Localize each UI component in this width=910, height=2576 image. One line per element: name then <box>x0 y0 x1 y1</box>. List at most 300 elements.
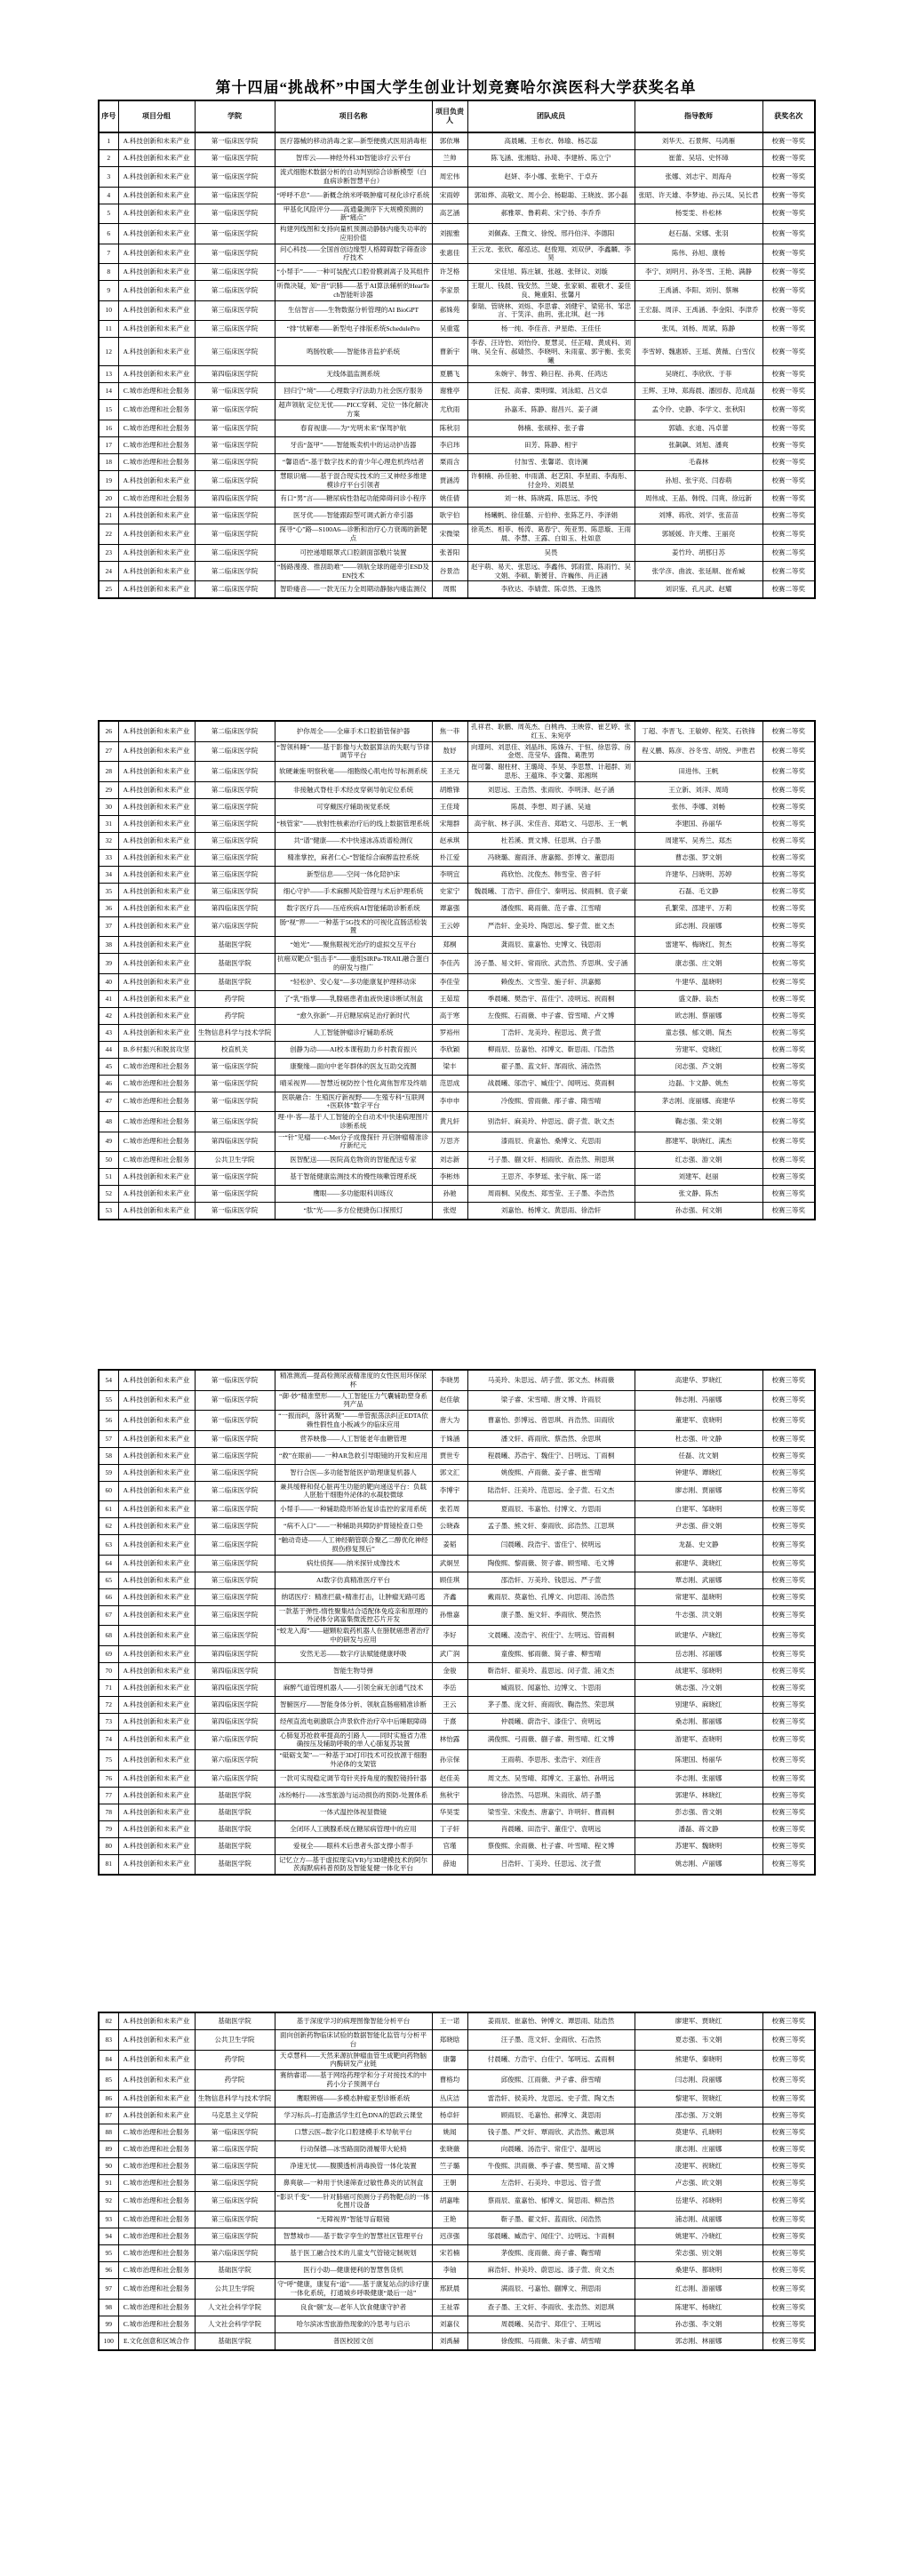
cell-project: 经颅直流电刺激联合声景软件治疗卒中后睡眠障碍 <box>275 1713 432 1730</box>
cell-group: A.科技创新和未来产业 <box>118 1481 195 1501</box>
cell-college: 生物信息科学与技术学院 <box>195 2090 275 2107</box>
cell-project: 甲基化风险评分——高通量测序下大规模预测的新“痛点” <box>275 204 432 224</box>
cell-members: 汪倪、高睿、栗明璨、刘泳暄、吕文卓 <box>467 383 635 400</box>
cell-college: 第一临床医学院 <box>195 244 275 264</box>
cell-leader: 于姝涵 <box>432 1430 467 1447</box>
table-row <box>99 1481 815 1501</box>
cell-project: 口慧云医--数字化口腔建模手术导航平台 <box>275 2124 432 2140</box>
cell-teachers: 李雪婷、魏惠娇、王瑶、黄薇、白雪仪 <box>635 338 762 366</box>
cell-members: 徐浩然、马思琪、朱雨欣、胡子墨 <box>467 1787 635 1804</box>
table-row <box>99 491 815 508</box>
cell-teachers: 邱志刚、段丽娜 <box>635 916 762 937</box>
cell-group: A.科技创新和未来产业 <box>118 1787 195 1804</box>
cell-members: 魏晨曦、丁浩宇、薛佳宁、秦明远、侯雨桐、袁子豪 <box>467 883 635 900</box>
cell-members: 王琨儿、钱晨、钱安然、兰婕、张家硕、霍敬才、姜佳良、鲍重阳、张馨月 <box>467 281 635 301</box>
cell-project: 鹰眼辨癌——多模态肿瘤亚型诊断系统 <box>275 2090 432 2107</box>
cell-project: 智聆瘘音——一款无压力全周期动静脉内瘘监测仪 <box>275 581 432 599</box>
cell-leader: 李彬炜 <box>432 1169 467 1186</box>
cell-members: 李春、汪诗怡、刘怡伶、夏慧灵、任芷晴、黄成科、刘响、吴全有、郝婧然、李晓明、朱雨童、郭宇衡、张奕曦 <box>467 338 635 366</box>
table-row <box>99 1024 815 1041</box>
cell-group: A.科技创新和未来产业 <box>118 1770 195 1787</box>
cell-award: 校赛三等奖 <box>762 1203 815 1220</box>
cell-members: 翟子墨、蓝文轩、郜雨欣、浦浩然 <box>467 1058 635 1075</box>
cell-award: 校赛一等奖 <box>762 150 815 167</box>
cell-award: 校赛三等奖 <box>762 2245 815 2262</box>
table-row <box>99 1555 815 1572</box>
table-row <box>99 1713 815 1730</box>
cell-teachers: 王辉、王坤、郑海晨、潘园春、范成磊 <box>635 383 762 400</box>
cell-project: 可穿戴医疗辅助视觉系统 <box>275 798 432 815</box>
cell-award: 校赛三等奖 <box>762 1518 815 1535</box>
table-row <box>99 1750 815 1771</box>
cell-college: 第三临床医学院 <box>195 815 275 832</box>
cell-project: 了“乳”指掌——乳腺癌患者血液快速诊断试剂盒 <box>275 990 432 1007</box>
cell-teachers: 康志刚、庄丽娜 <box>635 2140 762 2157</box>
table-row <box>99 1058 815 1075</box>
cell-members: 满俊熙、弓雨薇、蒯子睿、荆雪晴、红文博 <box>467 1730 635 1750</box>
awards-table-3 <box>98 1369 816 1876</box>
cell-group: B.乡村振兴和脱贫攻坚 <box>118 1041 195 1058</box>
cell-college: 第一临床医学院 <box>195 383 275 400</box>
cell-leader: 李博宇 <box>432 1481 467 1501</box>
cell-members: 王思齐、李梦瑶、张宇航、陈一诺 <box>467 1169 635 1186</box>
cell-college: 第一临床医学院 <box>195 420 275 436</box>
table-row <box>99 544 815 561</box>
cell-award: 校赛一等奖 <box>762 383 815 400</box>
cell-group: A.科技创新和未来产业 <box>118 916 195 937</box>
cell-members: 崔可馨、谢柱材、王璐琦、李昊、李思慧、计超群、刘思彤、王蕴珠、李文馨、郑湘琪 <box>467 762 635 782</box>
cell-teachers: 崔蕾、吴培、史怀璋 <box>635 150 762 167</box>
cell-members: 王云龙、张欣、郗泓达、赵俊翔、刘双伊、李鑫麟、李昊 <box>467 244 635 264</box>
cell-award: 校赛三等奖 <box>762 2279 815 2300</box>
cell-no: 66 <box>99 1588 118 1605</box>
cell-teachers: 牛建华、温晓明 <box>635 973 762 990</box>
cell-no: 53 <box>99 1203 118 1220</box>
cell-leader: 丁子轩 <box>432 1820 467 1837</box>
cell-project: 生信智言——生物数据分析管理的AI BioGPT <box>275 300 432 321</box>
cell-award: 校赛一等奖 <box>762 244 815 264</box>
cell-award: 校赛一等奖 <box>762 366 815 383</box>
cell-members: 陈飞涵、张湘晗、孙琦、李建桥、陈立宁 <box>467 150 635 167</box>
cell-college: 第二临床医学院 <box>195 762 275 782</box>
cell-no: 6 <box>99 224 118 244</box>
cell-no: 3 <box>99 167 118 188</box>
table-row <box>99 1203 815 1220</box>
table-row <box>99 1696 815 1713</box>
cell-teachers: 雷建军、梅晓红、贺杰 <box>635 937 762 954</box>
cell-no: 31 <box>99 815 118 832</box>
cell-no: 42 <box>99 1007 118 1024</box>
cell-members: 漆雨辰、贲嘉怡、桑博文、充思雨 <box>467 1132 635 1152</box>
cell-teachers: 莫建华、孔晓明 <box>635 2124 762 2140</box>
cell-group: C.城市治理和社会服务 <box>118 2228 195 2245</box>
cell-no: 89 <box>99 2140 118 2157</box>
cell-members: 周雨桐、吴俊杰、郑雪莹、王子墨、李浩然 <box>467 1186 635 1203</box>
table-row <box>99 2124 815 2140</box>
cell-leader: 李启玮 <box>432 436 467 453</box>
cell-leader: 金骏 <box>432 1662 467 1679</box>
cell-award: 校赛三等奖 <box>762 2316 815 2332</box>
cell-project: “御·妙”精准塑形——人工智能压力气囊辅助塑身系列产品 <box>275 1390 432 1411</box>
cell-no: 19 <box>99 470 118 491</box>
cell-award: 校赛二等奖 <box>762 721 815 741</box>
cell-teachers: 陈伟、孙旭、康杨 <box>635 244 762 264</box>
table-row <box>99 2228 815 2245</box>
cell-members: 陆浩轩、汪美玲、范思远、金子萱、石文杰 <box>467 1481 635 1501</box>
cell-leader: 竺子璐 <box>432 2157 467 2174</box>
cell-award: 校赛三等奖 <box>762 1770 815 1787</box>
cell-members: 戴雨辰、莫嘉怡、孔博文、向思雨、汤浩然 <box>467 1588 635 1605</box>
cell-no: 24 <box>99 561 118 581</box>
cell-award: 校赛三等奖 <box>762 1662 815 1679</box>
cell-college: 基础医学院 <box>195 2332 275 2350</box>
cell-project: “馨语盾”-基于数字技术的青少年心理危机终结者 <box>275 453 432 470</box>
table-row <box>99 264 815 281</box>
table-row <box>99 420 815 436</box>
cell-project: 无线体温监测系统 <box>275 366 432 383</box>
cell-group: A.科技创新和未来产业 <box>118 1535 195 1556</box>
table-row <box>99 436 815 453</box>
table-row <box>99 1679 815 1696</box>
cell-members: 臧雨辰、闻嘉怡、边博文、卞思雨 <box>467 1679 635 1696</box>
cell-members: 徐俊熙、马雨薇、朱子睿、胡雪晴 <box>467 2332 635 2350</box>
table-row <box>99 204 815 224</box>
cell-college: 基础医学院 <box>195 1837 275 1854</box>
cell-award: 校赛一等奖 <box>762 264 815 281</box>
cell-no: 79 <box>99 1820 118 1837</box>
cell-college: 第一临床医学院 <box>195 1075 275 1092</box>
cell-teachers: 王禹涵、李阳、刘钊、蔡琳 <box>635 281 762 301</box>
column-header-teachers: 指导教师 <box>635 100 762 132</box>
cell-teachers: 刘华天、石景辉、马鸿雁 <box>635 132 762 150</box>
cell-no: 99 <box>99 2316 118 2332</box>
cell-award: 校赛三等奖 <box>762 1696 815 1713</box>
cell-teachers: 韩志刚、冯丽娜 <box>635 1390 762 1411</box>
cell-project: 病灶侦探——纳米探针成像技术 <box>275 1555 432 1572</box>
table-block-3 <box>98 1369 814 1876</box>
cell-group: C.城市治理和社会服务 <box>118 1152 195 1169</box>
cell-college: 第三临床医学院 <box>195 849 275 866</box>
cell-teachers: 程义鹏、陈彦、谷冬雪、胡悦、尹胜君 <box>635 741 762 762</box>
cell-teachers: 桑建华、都晓明 <box>635 2262 762 2279</box>
cell-no: 22 <box>99 524 118 545</box>
cell-group: A.科技创新和未来产业 <box>118 2030 195 2051</box>
table-row <box>99 2070 815 2091</box>
cell-no: 9 <box>99 281 118 301</box>
table-row <box>99 937 815 954</box>
table-row <box>99 1804 815 1820</box>
cell-no: 59 <box>99 1464 118 1481</box>
cell-college: 第一临床医学院 <box>195 224 275 244</box>
cell-award: 校赛二等奖 <box>762 883 815 900</box>
cell-college: 第一临床医学院 <box>195 524 275 545</box>
cell-teachers: 桑志刚、都丽娜 <box>635 1713 762 1730</box>
cell-members: 田芳、陈静、相宇 <box>467 436 635 453</box>
cell-teachers: 红志强、游文娟 <box>635 1152 762 1169</box>
table-row <box>99 167 815 188</box>
cell-award: 校赛一等奖 <box>762 436 815 453</box>
cell-group: A.科技创新和未来产业 <box>118 1555 195 1572</box>
cell-college: 第二临床医学院 <box>195 781 275 798</box>
cell-group: A.科技创新和未来产业 <box>118 1626 195 1646</box>
cell-college: 第三临床医学院 <box>195 321 275 338</box>
cell-group: A.科技创新和未来产业 <box>118 224 195 244</box>
cell-members: 靳子墨、翟文轩、蓝雨欣、闵浩然 <box>467 2212 635 2228</box>
cell-college: 第一临床医学院 <box>195 1169 275 1186</box>
cell-project: 流式细胞术数据分析的自动判别综合诊断模型（白血病诊断智慧平台） <box>275 167 432 188</box>
cell-leader: 谭嘉强 <box>432 900 467 916</box>
cell-leader: 陈秋羽 <box>432 420 467 436</box>
cell-no: 74 <box>99 1730 118 1750</box>
cell-members: 赵妍、李小娜、张艳宇、于卓卉 <box>467 167 635 188</box>
cell-members: 丁浩轩、龙美玲、程思远、黄子萱 <box>467 1024 635 1041</box>
table-row <box>99 187 815 204</box>
cell-college: 公共卫生学院 <box>195 2030 275 2051</box>
cell-project: 基于深度学习的病理图像智能分析平台 <box>275 2012 432 2030</box>
cell-project: 学习标兵--打造激活学生红色DNA的思政云课堂 <box>275 2107 432 2124</box>
cell-award: 校赛三等奖 <box>762 1430 815 1447</box>
cell-group: A.科技创新和未来产业 <box>118 973 195 990</box>
cell-teachers: 覃志刚、武丽娜 <box>635 1572 762 1588</box>
cell-members: 姜雨辰、崔嘉怡、钟博文、谭思雨、陆浩然 <box>467 2012 635 2030</box>
cell-college: 第一临床医学院 <box>195 400 275 420</box>
cell-project: 超声领航 定位无忧——PICC穿刺、定位一体化解决方案 <box>275 400 432 420</box>
cell-college: 第一临床医学院 <box>195 1430 275 1447</box>
cell-group: C.城市治理和社会服务 <box>118 2174 195 2191</box>
cell-teachers: 任磊、沈文娟 <box>635 1447 762 1464</box>
column-header-leader: 项目负责人 <box>432 100 467 132</box>
cell-no: 2 <box>99 150 118 167</box>
cell-college: 第一临床医学院 <box>195 167 275 188</box>
cell-group: A.科技创新和未来产业 <box>118 1447 195 1464</box>
cell-teachers: 廖志刚、贾丽娜 <box>635 1481 762 1501</box>
cell-award: 校赛二等奖 <box>762 937 815 954</box>
cell-group: A.科技创新和未来产业 <box>118 2012 195 2030</box>
cell-members: 汪子墨、范文轩、金雨欣、石浩然 <box>467 2030 635 2051</box>
cell-leader: 史家宁 <box>432 883 467 900</box>
cell-group: C.城市治理和社会服务 <box>118 2299 195 2316</box>
table-row <box>99 1535 815 1556</box>
cell-award: 校赛一等奖 <box>762 224 815 244</box>
cell-leader: 张煜 <box>432 1203 467 1220</box>
cell-college: 基础医学院 <box>195 1787 275 1804</box>
cell-members: 严浩轩、金美玲、陶思远、黎子萱、崔文杰 <box>467 916 635 937</box>
cell-group: A.科技创新和未来产业 <box>118 937 195 954</box>
cell-award: 校赛三等奖 <box>762 2212 815 2228</box>
cell-members: 蔡雨辰、童嘉怡、郁博文、简思雨、柳浩然 <box>467 2191 635 2212</box>
cell-college: 第四临床医学院 <box>195 1679 275 1696</box>
cell-leader: 王祉霏 <box>432 2299 467 2316</box>
cell-project: “影识千变”——针对肺癌可预测分子药物靶点的一体化图片设备 <box>275 2191 432 2212</box>
cell-leader: 赵承琪 <box>432 832 467 849</box>
cell-teachers: 张凤、刘杨、周斌、陈静 <box>635 321 762 338</box>
cell-college: 基础医学院 <box>195 954 275 974</box>
cell-project: 护你周全——全麻手术口腔插管保护器 <box>275 721 432 741</box>
cell-no: 38 <box>99 937 118 954</box>
cell-teachers: 张娜、刘志宇、周海舟 <box>635 167 762 188</box>
cell-no: 61 <box>99 1501 118 1518</box>
cell-teachers: 孔繁荣、邵建平、万莉 <box>635 900 762 916</box>
cell-no: 32 <box>99 832 118 849</box>
cell-college: 第一临床医学院 <box>195 204 275 224</box>
table-row <box>99 338 815 366</box>
cell-award: 校赛三等奖 <box>762 1820 815 1837</box>
cell-college: 人文社会科学学院 <box>195 2316 275 2332</box>
cell-group: A.科技创新和未来产业 <box>118 1854 195 1875</box>
cell-leader: 焦一菲 <box>432 721 467 741</box>
cell-college: 第六临床医学院 <box>195 2245 275 2262</box>
cell-group: A.科技创新和未来产业 <box>118 264 195 281</box>
cell-group: A.科技创新和未来产业 <box>118 2090 195 2107</box>
cell-college: 人文社会科学学院 <box>195 2299 275 2316</box>
cell-award: 校赛二等奖 <box>762 849 815 866</box>
cell-no: 80 <box>99 1837 118 1854</box>
cell-college: 第四临床医学院 <box>195 1696 275 1713</box>
cell-group: C.城市治理和社会服务 <box>118 2245 195 2262</box>
cell-college: 第一临床医学院 <box>195 1411 275 1431</box>
cell-no: 15 <box>99 400 118 420</box>
cell-college: 第三临床医学院 <box>195 300 275 321</box>
cell-award: 校赛二等奖 <box>762 973 815 990</box>
cell-group: A.科技创新和未来产业 <box>118 798 195 815</box>
cell-college: 第三临床医学院 <box>195 1605 275 1626</box>
cell-group: A.科技创新和未来产业 <box>118 366 195 383</box>
table-block-1 <box>98 100 814 599</box>
cell-group: A.科技创新和未来产业 <box>118 849 195 866</box>
table-row <box>99 2212 815 2228</box>
cell-no: 37 <box>99 916 118 937</box>
cell-teachers: 李宁、刘明月、孙冬雪、王艳、满静 <box>635 264 762 281</box>
cell-college: 第一临床医学院 <box>195 187 275 204</box>
cell-members: 牛俊熙、洪雨薇、季子睿、樊雪晴、苗文博 <box>467 2157 635 2174</box>
cell-project: 一款可实现稳定调节弯针夹持角度的腹腔镜持针器 <box>275 1770 432 1787</box>
cell-no: 44 <box>99 1041 118 1058</box>
table-block-4 <box>98 2012 814 2351</box>
cell-members: 陶俊熙、黎雨薇、贺子睿、顾雪晴、毛文博 <box>467 1555 635 1572</box>
cell-group: A.科技创新和未来产业 <box>118 1501 195 1518</box>
cell-college: 第一临床医学院 <box>195 1058 275 1075</box>
cell-no: 60 <box>99 1481 118 1501</box>
cell-members: 潘俊熙、葛雨薇、范子睿、江雪晴 <box>467 900 635 916</box>
table-row <box>99 321 815 338</box>
cell-group: A.科技创新和未来产业 <box>118 1203 195 1220</box>
table-row <box>99 2299 815 2316</box>
cell-members: 龚雨辰、童嘉怡、史博文、钱思雨 <box>467 937 635 954</box>
cell-award: 校赛三等奖 <box>762 2090 815 2107</box>
cell-college: 第三临床医学院 <box>195 338 275 366</box>
cell-award: 校赛三等奖 <box>762 2157 815 2174</box>
cell-group: A.科技创新和未来产业 <box>118 1804 195 1820</box>
cell-no: 11 <box>99 321 118 338</box>
cell-leader: 宋翔群 <box>432 815 467 832</box>
cell-leader: 顾佳琪 <box>432 1572 467 1588</box>
cell-teachers: 高建华、罗晓红 <box>635 1370 762 1390</box>
cell-group: C.城市治理和社会服务 <box>118 1112 195 1132</box>
cell-group: C.城市治理和社会服务 <box>118 1058 195 1075</box>
cell-teachers: 龙磊、史文静 <box>635 1535 762 1556</box>
cell-leader: 贾涵涛 <box>432 470 467 491</box>
cell-college: 第三临床医学院 <box>195 866 275 883</box>
cell-group: A.科技创新和未来产业 <box>118 1186 195 1203</box>
cell-project: 行动保镖—冰雪路面防滑履带大轮椅 <box>275 2140 432 2157</box>
column-header-members: 团队成员 <box>467 100 635 132</box>
cell-teachers: 荣志强、别文娟 <box>635 2245 762 2262</box>
cell-project: 医牙优——智能跟踪型可调式新方牵引器 <box>275 508 432 524</box>
cell-group: A.科技创新和未来产业 <box>118 300 195 321</box>
table-row <box>99 849 815 866</box>
cell-college: 生物信息科学与技术学院 <box>195 1024 275 1041</box>
cell-award: 校赛三等奖 <box>762 1679 815 1696</box>
cell-group: A.科技创新和未来产业 <box>118 762 195 782</box>
cell-teachers: 刘识鉴、孔凡武、赵耀 <box>635 581 762 599</box>
cell-award: 校赛二等奖 <box>762 1058 815 1075</box>
cell-project: 安然无恙——数字疗法赋能健康呼吸 <box>275 1645 432 1662</box>
cell-award: 校赛三等奖 <box>762 2299 815 2316</box>
cell-teachers: 白建军、邹晓明 <box>635 1501 762 1518</box>
cell-members: 麻浩轩、仲美玲、蔚思远、漆子萱、贲文杰 <box>467 2262 635 2279</box>
cell-members: 陈晨、李想、周子涵、吴迪 <box>467 798 635 815</box>
cell-teachers: 夏志强、韦文娟 <box>635 2030 762 2051</box>
cell-group: C.城市治理和社会服务 <box>118 2191 195 2212</box>
cell-no: 14 <box>99 383 118 400</box>
cell-college: 第四临床医学院 <box>195 900 275 916</box>
cell-project: 天卓慧科——天然来源抗肿瘤血管生成靶向药物脑内酶研发产业链 <box>275 2050 432 2070</box>
cell-members: 蔡俊熙、余雨薇、杜子睿、叶雪晴、程文博 <box>467 1837 635 1854</box>
cell-teachers: 康志强、庄文娟 <box>635 954 762 974</box>
cell-leader: 刘志新 <box>432 1152 467 1169</box>
cell-teachers: 鞠志强、荣文娟 <box>635 1112 762 1132</box>
awards-table-1 <box>98 100 816 599</box>
cell-award: 校赛三等奖 <box>762 1411 815 1431</box>
cell-college: 第三临床医学院 <box>195 832 275 849</box>
cell-members: 刘嘉怡、杨博文、黄思雨、徐浩轩 <box>467 1203 635 1220</box>
cell-award: 校赛三等奖 <box>762 2174 815 2191</box>
cell-project: 智行合医—多功能智能医护助理康复机器人 <box>275 1464 432 1481</box>
cell-group: A.科技创新和未来产业 <box>118 338 195 366</box>
cell-leader: 范思成 <box>432 1075 467 1092</box>
cell-teachers: 孙志强、李文娟 <box>635 2316 762 2332</box>
cell-project: 回归宁“境”——心理数字疗法助力社会医疗服务 <box>275 383 432 400</box>
cell-members: 蒋欣怡、沈俊杰、韩雪莹、曾子轩 <box>467 866 635 883</box>
cell-no: 78 <box>99 1804 118 1820</box>
cell-members: 孙嘉禾、陈静、谢昌兴、姜子湖 <box>467 400 635 420</box>
cell-project: 基于医工融合技术的儿童支气管镜定制规划 <box>275 2245 432 2262</box>
cell-award: 校赛一等奖 <box>762 167 815 188</box>
cell-group: A.科技创新和未来产业 <box>118 1679 195 1696</box>
cell-members: 仲晨曦、蔚浩宇、漆佳宁、贲明远 <box>467 1713 635 1730</box>
table-row <box>99 224 815 244</box>
cell-no: 85 <box>99 2070 118 2091</box>
cell-college: 第二临床医学院 <box>195 581 275 599</box>
cell-teachers: 潘磊、蒋文静 <box>635 1820 762 1837</box>
cell-teachers: 李志刚、张丽娜 <box>635 1770 762 1787</box>
cell-members: 杜若溪、贾文博、任思琪、白子墨 <box>467 832 635 849</box>
cell-no: 84 <box>99 2050 118 2070</box>
cell-teachers: 孙志强、何文娟 <box>635 1203 762 1220</box>
cell-project: “无障视界”智能导盲眼镜 <box>275 2212 432 2228</box>
cell-project: 可控递增眼罩式口腔颌面部敷片装置 <box>275 544 432 561</box>
cell-project: 精准掌控，麻者仁心-“智能综合麻醉监控系统 <box>275 849 432 866</box>
cell-no: 1 <box>99 132 118 150</box>
cell-no: 4 <box>99 187 118 204</box>
cell-college: 第三临床医学院 <box>195 2212 275 2228</box>
cell-leader: 郭依琳 <box>432 132 467 150</box>
table-row <box>99 508 815 524</box>
cell-group: A.科技创新和未来产业 <box>118 1024 195 1041</box>
cell-project: 肠“视”界——一种基于5G技术的可视化直肠活检装置 <box>275 916 432 937</box>
table-block-2 <box>98 720 814 1220</box>
cell-project: 创静为动——AI校本课程助力乡村教育振兴 <box>275 1041 432 1058</box>
